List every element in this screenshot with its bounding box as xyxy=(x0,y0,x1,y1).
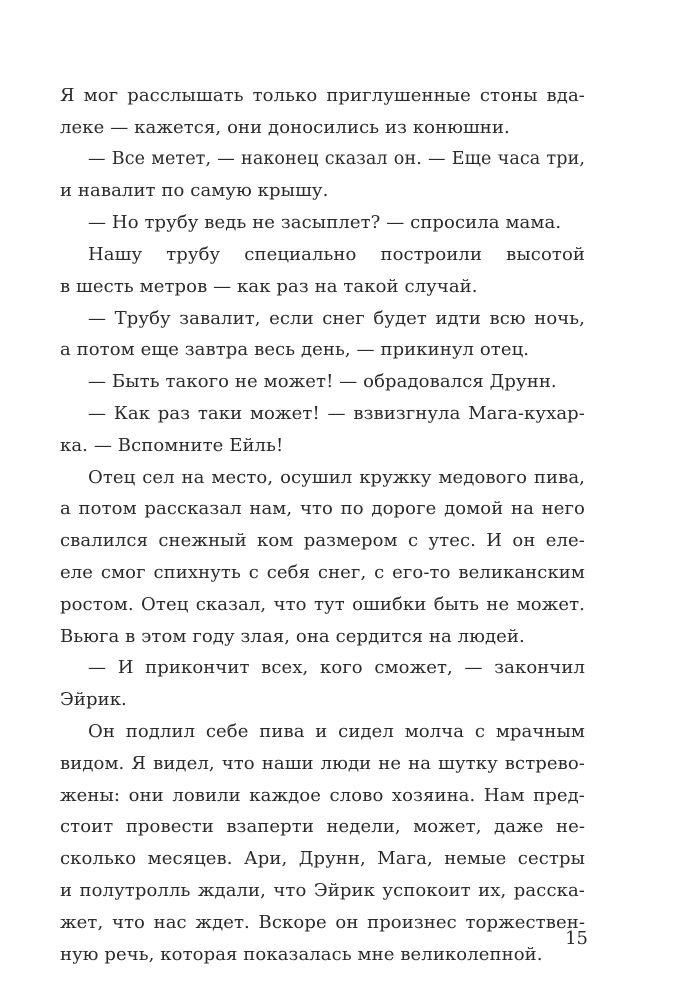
text-line-19: — И прикончит всех, кого сможет, — закончил xyxy=(88,657,585,679)
text-line-9: а потом еще завтра весь день, — прикинул отец. xyxy=(60,339,530,361)
text-line-18: Вьюга в этом году злая, она сердится на людей. xyxy=(60,625,525,647)
page-number: 15 xyxy=(565,928,588,949)
text-line-21: Он подлил себе пива и сидел молча с мрачным xyxy=(88,720,585,742)
text-line-1: Я мог расслышать только приглушенные стоны вда- xyxy=(60,85,585,106)
text-line-28: ную речь, которая показалась мне великолепной. xyxy=(60,943,543,965)
text-line-7: в шесть метров — как раз на такой случай. xyxy=(60,275,478,297)
text-line-24: стоит провести взаперти недели, может, даже не- xyxy=(60,816,585,838)
book-page-text xyxy=(60,80,585,970)
text-line-20: Эйрик. xyxy=(60,689,127,711)
text-line-15: свалился снежный ком размером с утес. И он еле- xyxy=(60,530,585,552)
text-line-3: — Все метет, — наконец сказал он. — Еще часа три, xyxy=(88,148,585,169)
text-line-12: ка. — Вспомните Ейль! xyxy=(60,434,284,456)
text-line-6: Нашу трубу специально построили высотой xyxy=(88,243,585,265)
text-line-4: и навалит по самую крышу. xyxy=(60,180,329,202)
text-line-16: еле смог спихнуть с себя снег, с его-то великанским xyxy=(60,561,585,583)
text-line-25: сколько месяцев. Ари, Друнн, Мага, немые сестры xyxy=(60,848,585,870)
text-line-23: жены: они ловили каждое слово хозяина. Нам пред- xyxy=(60,784,585,806)
text-line-14: а потом рассказал нам, что по дороге домой на него xyxy=(60,498,585,520)
text-line-8: — Трубу завалит, если снег будет идти всю ночь, xyxy=(88,307,585,329)
text-line-27: жет, что нас ждет. Вскоре он произнес торжествен- xyxy=(60,911,585,933)
text-line-2: леке — кажется, они доносились из конюшни. xyxy=(60,116,510,138)
text-line-26: и полутролль ждали, что Эйрик успокоит их, расска- xyxy=(60,879,585,901)
text-line-17: ростом. Отец сказал, что тут ошибки быть не может. xyxy=(60,593,585,615)
text-line-13: Отец сел на место, осушил кружку медового пива, xyxy=(88,466,585,488)
text-line-11: — Как раз таки может! — взвизгнула Мага-кухар- xyxy=(88,402,585,424)
text-line-10: — Быть такого не может! — обрадовался Друнн. xyxy=(88,371,557,393)
text-line-22: видом. Я видел, что наши люди не на шутку встрево- xyxy=(60,752,585,774)
text-line-5: — Но трубу ведь не засыплет? — спросила мама. xyxy=(88,212,562,234)
